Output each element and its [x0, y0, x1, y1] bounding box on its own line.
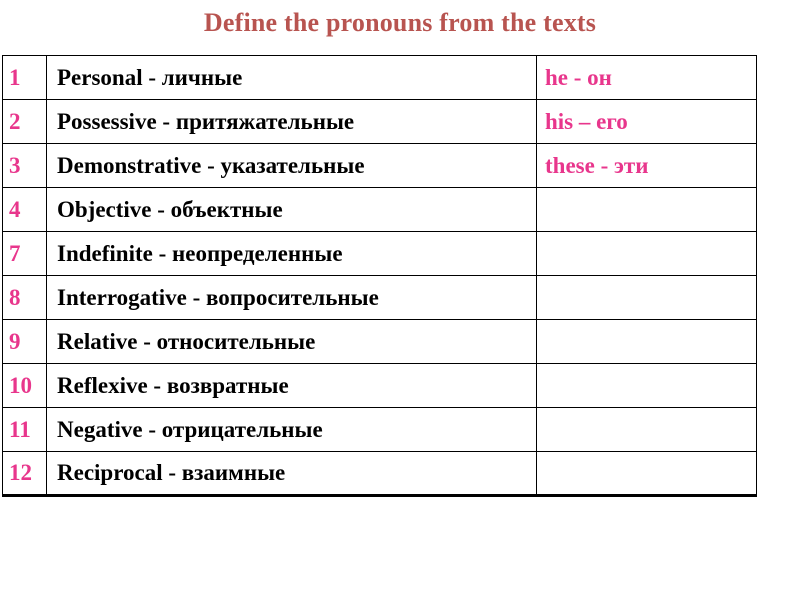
pronouns-table-container: [2, 55, 756, 497]
pronoun-example[interactable]: [537, 452, 757, 496]
table-row: [3, 320, 757, 364]
pronoun-type: Relative - относительные: [47, 320, 537, 364]
row-number: 11: [3, 408, 47, 452]
pronoun-type: Negative - отрицательные: [47, 408, 537, 452]
table-row: [3, 144, 757, 188]
pronoun-type: Indefinite - неопределенные: [47, 232, 537, 276]
pronouns-table: [2, 55, 757, 497]
row-number: 4: [3, 188, 47, 232]
page-title: Define the pronouns from the texts: [203, 8, 597, 37]
row-number: 3: [3, 144, 47, 188]
table-row: [3, 452, 757, 496]
row-number: 7: [3, 232, 47, 276]
pronoun-example[interactable]: he - он: [537, 56, 757, 100]
row-number: 9: [3, 320, 47, 364]
table-row: [3, 276, 757, 320]
table-row: [3, 56, 757, 100]
table-row: [3, 232, 757, 276]
pronoun-type: Possessive - притяжательные: [47, 100, 537, 144]
table-row: [3, 364, 757, 408]
pronoun-example[interactable]: [537, 276, 757, 320]
pronouns-table-body: [3, 56, 757, 496]
pronoun-example[interactable]: [537, 188, 757, 232]
pronoun-type: Reciprocal - взаимные: [47, 452, 537, 496]
row-number: 2: [3, 100, 47, 144]
row-number: 12: [3, 452, 47, 496]
table-row: [3, 188, 757, 232]
pronoun-type: Objective - объектные: [47, 188, 537, 232]
pronoun-example[interactable]: these - эти: [537, 144, 757, 188]
pronoun-type: Demonstrative - указательные: [47, 144, 537, 188]
pronoun-example[interactable]: [537, 408, 757, 452]
pronoun-example[interactable]: [537, 320, 757, 364]
pronoun-example[interactable]: his – его: [537, 100, 757, 144]
table-row: [3, 408, 757, 452]
row-number: 8: [3, 276, 47, 320]
row-number: 1: [3, 56, 47, 100]
pronoun-example[interactable]: [537, 364, 757, 408]
row-number: 10: [3, 364, 47, 408]
pronoun-example[interactable]: [537, 232, 757, 276]
pronoun-type: Interrogative - вопросительные: [47, 276, 537, 320]
pronoun-type: Reflexive - возвратные: [47, 364, 537, 408]
pronoun-type: Personal - личные: [47, 56, 537, 100]
table-row: [3, 100, 757, 144]
